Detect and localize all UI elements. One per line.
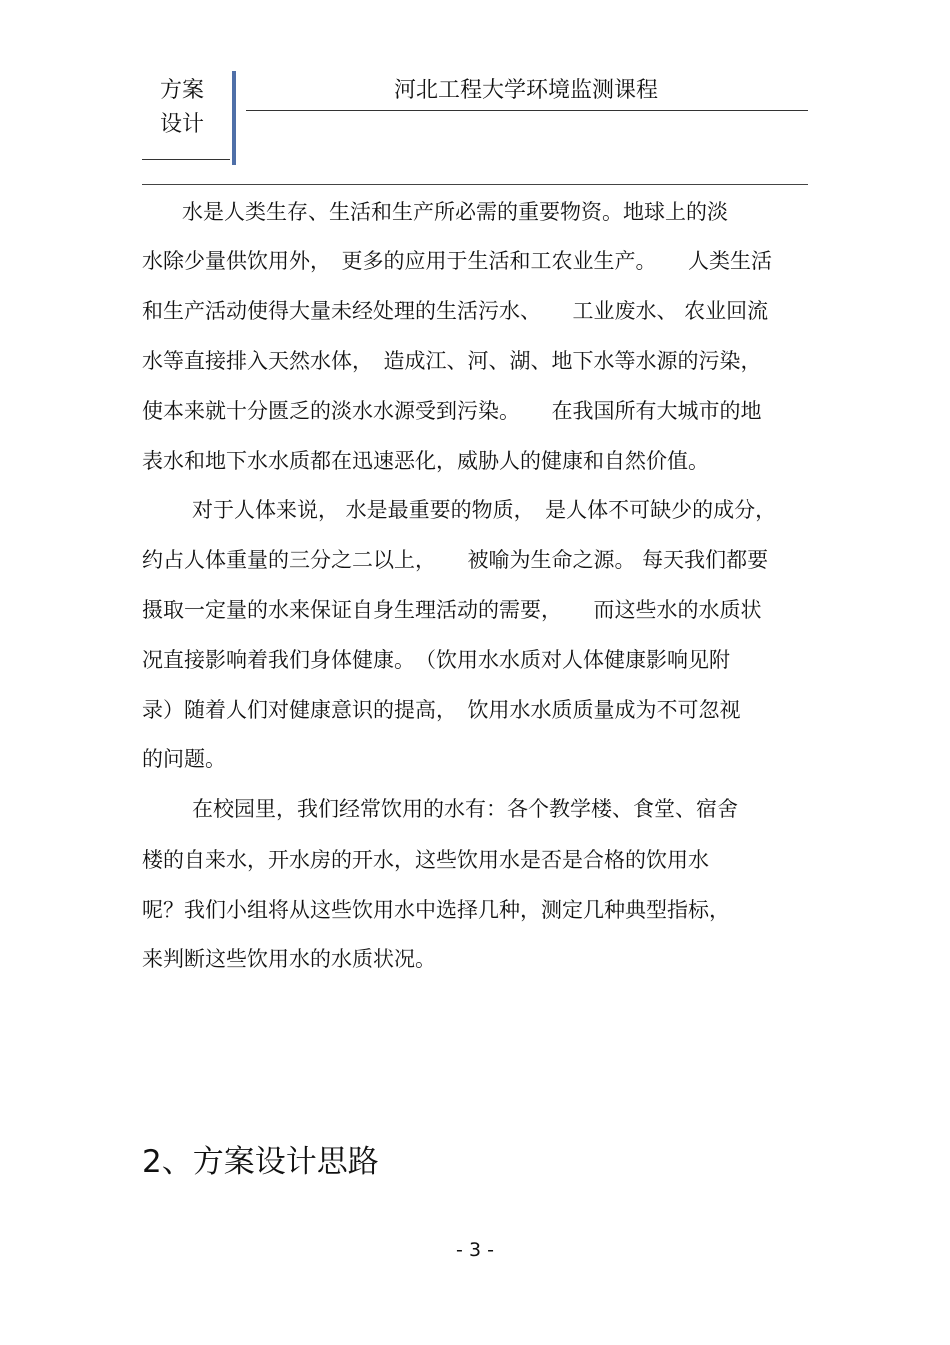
section-heading: 2、方案设计思路	[142, 1144, 379, 1180]
body-line: 摄取一定量的水来保证自身生理活动的需要， 而这些水的水质状	[142, 598, 762, 622]
header-label-rule	[142, 159, 230, 160]
body-line: 的问题。	[142, 747, 226, 771]
body-line: 况直接影响着我们身体健康。 （饮用水水质对人体健康影响见附	[142, 648, 730, 672]
body-line: 和生产活动使得大量未经处理的生活污水、 工业废水、 农业回流	[142, 299, 769, 323]
header-bottom-rule	[142, 184, 808, 185]
body-line: 对于人体来说， 水是最重要的物质， 是人体不可缺少的成分，	[192, 498, 777, 522]
body-line: 水等直接排入天然水体， 造成江、河、湖、地下水等水源的污染，	[142, 349, 762, 373]
header-label-line2: 设计	[160, 112, 205, 137]
header-label-line1: 方案	[160, 78, 205, 103]
body-line: 录）随着人们对健康意识的提高， 饮用水水质质量成为不可忽视	[142, 698, 741, 722]
page-number: - 3 -	[456, 1239, 494, 1261]
body-line: 呢？我们小组将从这些饮用水中选择几种，测定几种典型指标，	[142, 898, 730, 922]
body-line: 来判断这些饮用水的水质状况。	[142, 947, 436, 971]
body-line: 楼的自来水，开水房的开水，这些饮用水是否是合格的饮用水	[142, 848, 709, 872]
body-line: 水除少量供饮用外， 更多的应用于生活和工农业生产。 人类生活	[142, 249, 772, 273]
body-line: 在校园里，我们经常饮用的水有：各个教学楼、食堂、宿舍	[192, 797, 738, 821]
header-divider-bar	[232, 71, 236, 165]
body-line: 水是人类生存、生活和生产所必需的重要物资。地球上的淡	[182, 200, 728, 224]
body-line: 约占人体重量的三分之二以上， 被喻为生命之源。 每天我们都要	[142, 548, 769, 572]
body-line: 使本来就十分匮乏的淡水水源受到污染。 在我国所有大城市的地	[142, 399, 762, 423]
body-line: 表水和地下水水质都在迅速恶化，威胁人的健康和自然价值。	[142, 449, 709, 473]
header-title: 河北工程大学环境监测课程	[393, 78, 658, 103]
header-title-rule	[246, 110, 808, 111]
